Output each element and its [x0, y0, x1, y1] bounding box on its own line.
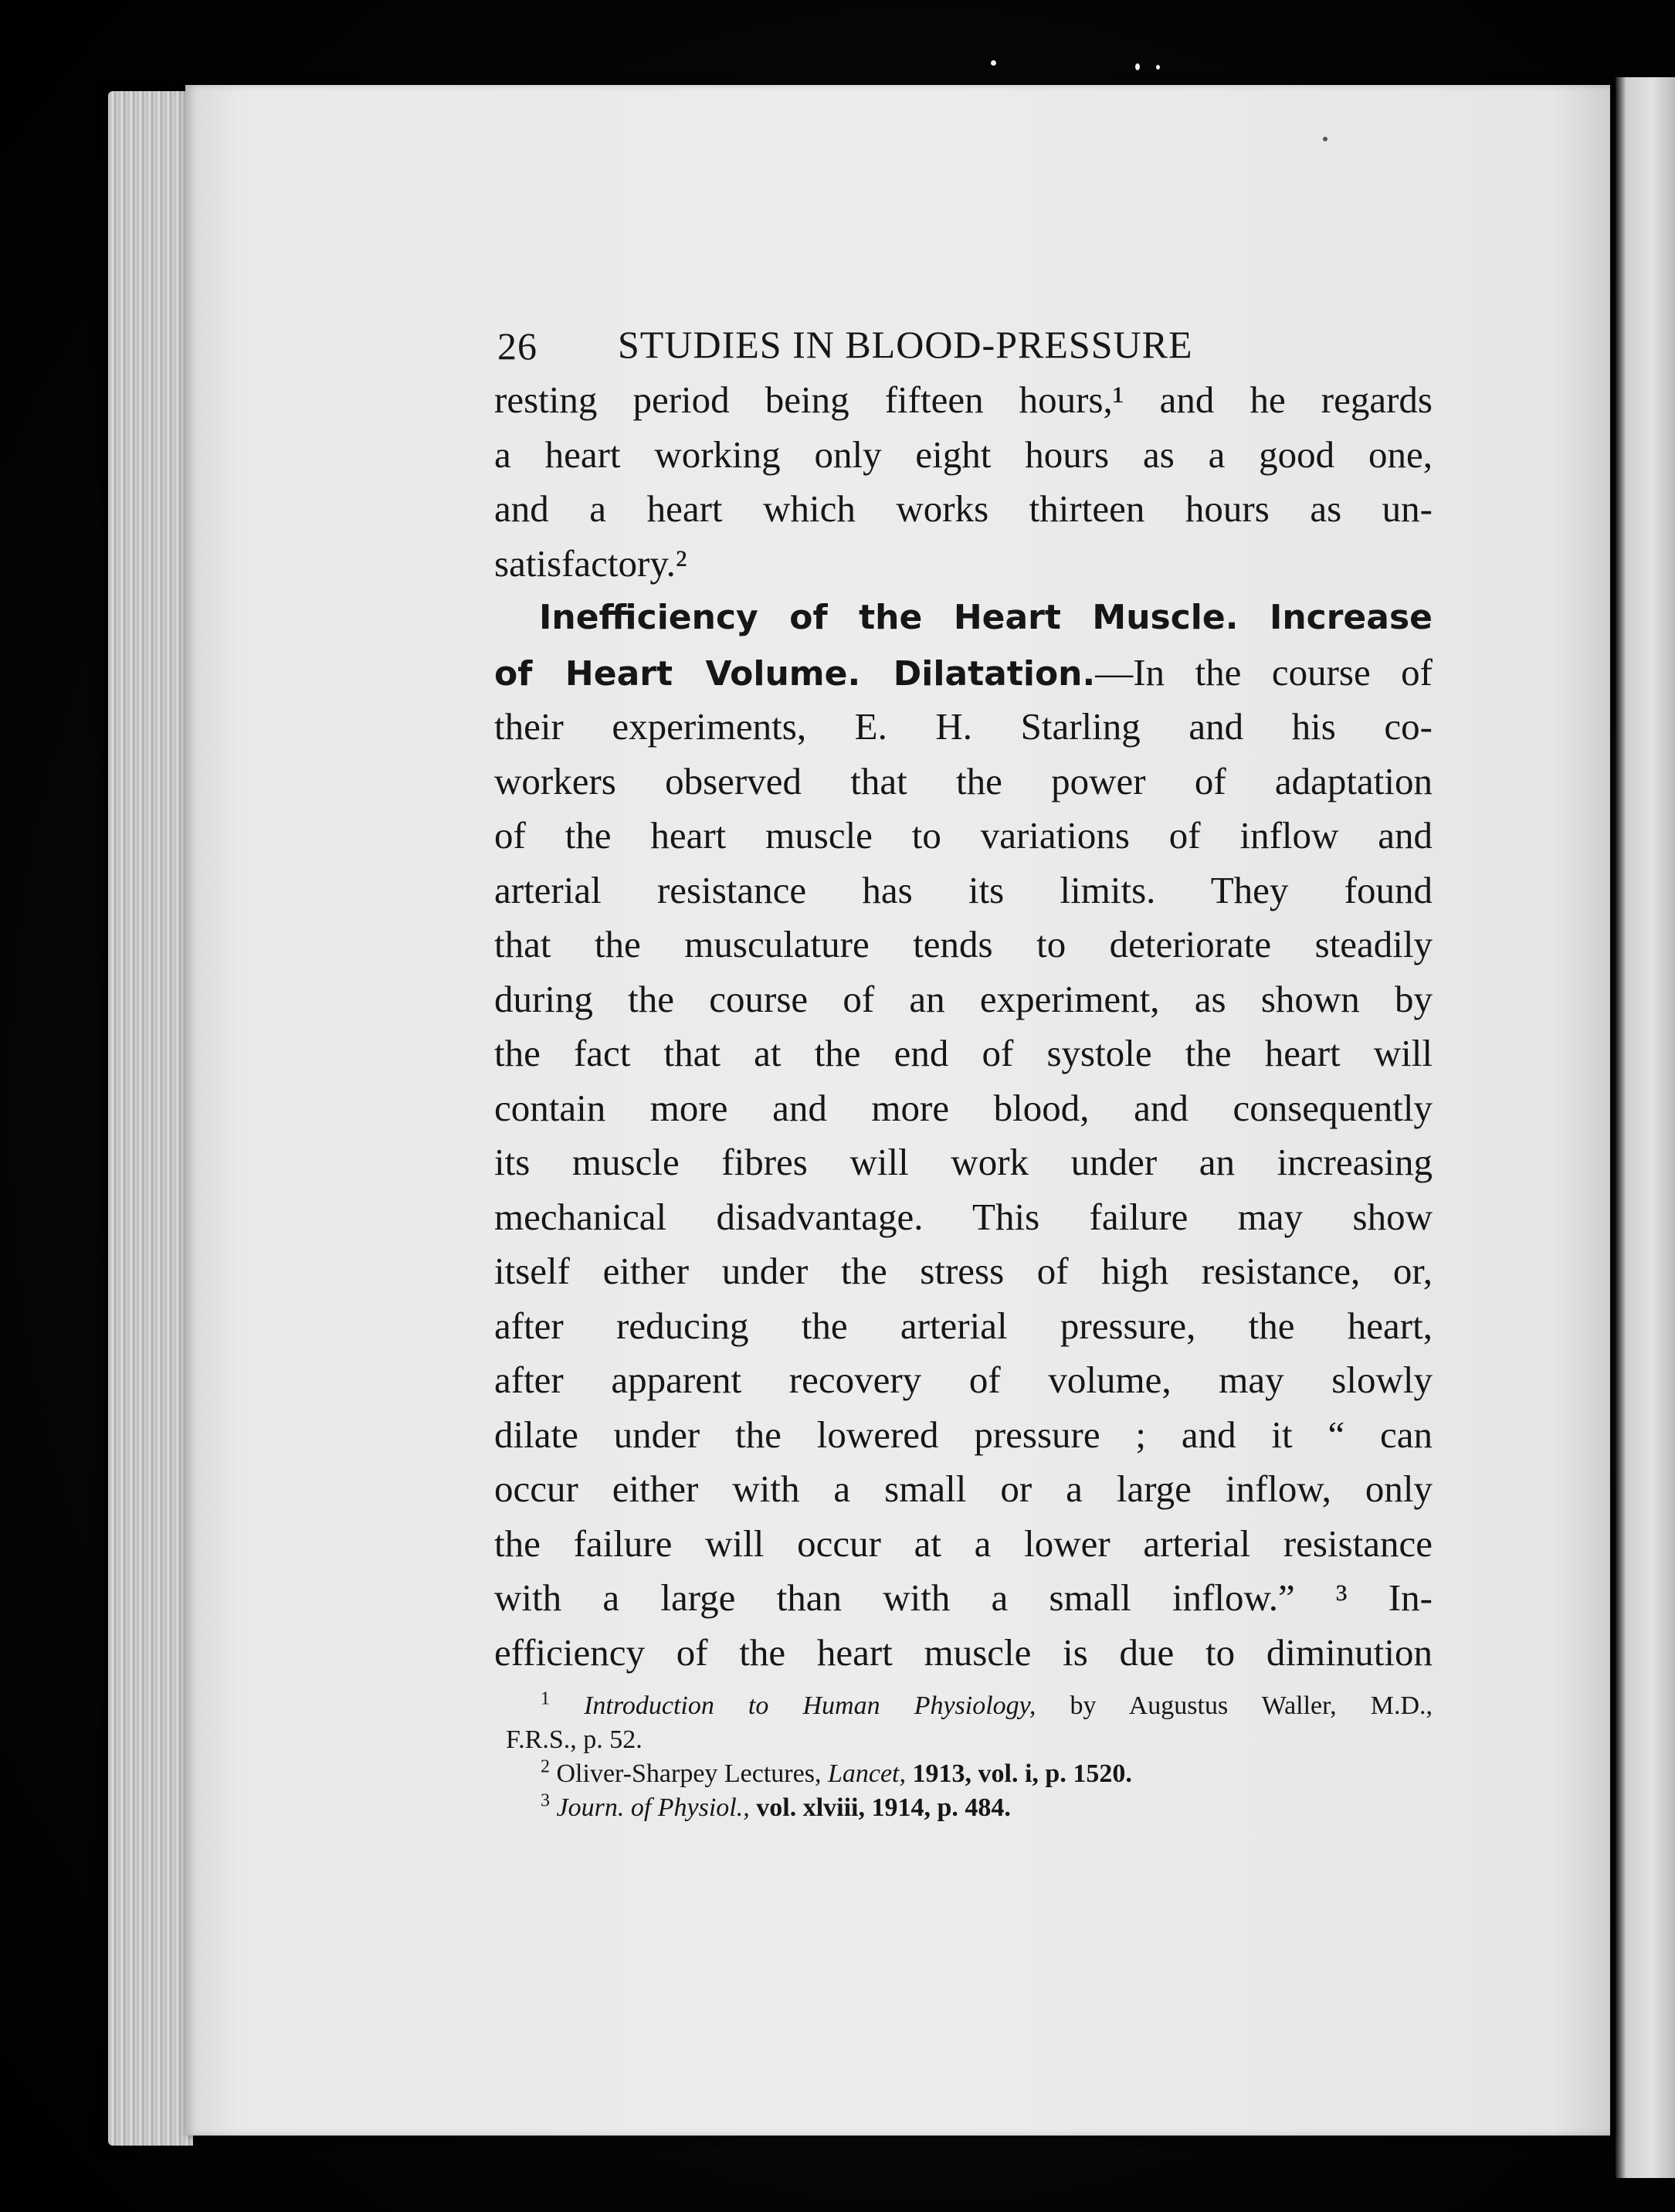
scan-speck — [1135, 63, 1140, 70]
text-line: dilate under the lowered pressure ; and it “ can — [494, 1413, 1433, 1456]
text-line: and a heart which works thirteen hours as un- — [494, 487, 1433, 530]
text-line: after apparent recovery of volume, may slowly — [494, 1359, 1433, 1401]
intro-paragraph — [494, 373, 1433, 591]
footnote-3-text: vol. xlviii, 1914, p. 484. — [756, 1793, 1011, 1822]
text-line: the failure will occur at a lower arterial resistance — [494, 1522, 1433, 1565]
facing-page-edge — [1616, 77, 1675, 2178]
footnotes — [494, 1689, 1433, 1825]
text-line: its muscle fibres will work under an increasing — [494, 1141, 1433, 1183]
text-line: resting period being fifteen hours,¹ and he regards — [494, 378, 1433, 421]
scan-speck — [991, 60, 996, 66]
text-line: during the course of an experiment, as shown by — [494, 977, 1433, 1020]
footnote-1 — [494, 1689, 1433, 1723]
running-title: STUDIES IN BLOOD-PRESSURE — [618, 323, 1193, 366]
footnote-3-journal: Journ. of Physiol., — [556, 1793, 750, 1822]
book-page-edges — [108, 91, 193, 2146]
running-head — [494, 313, 1433, 373]
text-line: satisfactory.² — [494, 541, 687, 585]
footnote-marker: 1 — [541, 1688, 550, 1709]
text-line: after reducing the arterial pressure, the heart, — [494, 1304, 1433, 1347]
text-line: efficiency of the heart muscle is due to diminution — [494, 1630, 1433, 1674]
page-number: 26 — [497, 324, 537, 368]
section-heading-line-2 — [494, 646, 1433, 701]
footnote-2 — [494, 1757, 1433, 1791]
text-line: that the musculature tends to deteriorate steadily — [494, 923, 1433, 965]
footnote-1-continued: F.R.S., p. 52. — [506, 1725, 643, 1754]
section-heading-bold: of Heart Volume. Dilatation. — [494, 653, 1096, 694]
section-heading-line: Inefficiency of the Heart Muscle. Increase — [539, 598, 1433, 637]
text-line: the fact that at the end of systole the heart will — [494, 1032, 1433, 1074]
footnote-1-title: Introduction to Human Physiology, — [584, 1691, 1036, 1720]
footnote-2-text-a: Oliver-Sharpey Lectures, — [556, 1759, 822, 1788]
footnote-1-rest: by Augustus Waller, M.D., — [1070, 1691, 1433, 1720]
section-paragraph — [494, 591, 1433, 1680]
footnote-marker: 2 — [541, 1756, 550, 1777]
footnote-marker: 3 — [541, 1790, 550, 1811]
scan-speck — [1323, 137, 1327, 141]
text-line: contain more and more blood, and consequently — [494, 1086, 1433, 1129]
footnote-2-text-b: 1913, vol. i, p. 1520. — [912, 1759, 1132, 1788]
text-line: arterial resistance has its limits. They found — [494, 868, 1433, 911]
text-line: their experiments, E. H. Starling and his co- — [494, 705, 1433, 748]
footnote-2-journal: Lancet, — [827, 1759, 907, 1788]
text-line: with a large than with a small inflow.” ³ In- — [494, 1576, 1433, 1619]
text-line: mechanical disadvantage. This failure may show — [494, 1195, 1433, 1238]
page-text-block — [494, 313, 1433, 1825]
text-line: workers observed that the power of adaptation — [494, 759, 1433, 802]
scan-speck — [1156, 65, 1160, 70]
body-text — [494, 700, 1433, 1680]
text-line: of the heart muscle to variations of inflow and — [494, 814, 1433, 857]
section-heading-rest: —In the course of — [1095, 650, 1433, 694]
text-line: occur either with a small or a large inflow, only — [494, 1467, 1433, 1510]
text-line: a heart working only eight hours as a good one, — [494, 433, 1433, 476]
footnote-3 — [494, 1791, 1433, 1825]
text-line: itself either under the stress of high resistance, or, — [494, 1250, 1433, 1292]
